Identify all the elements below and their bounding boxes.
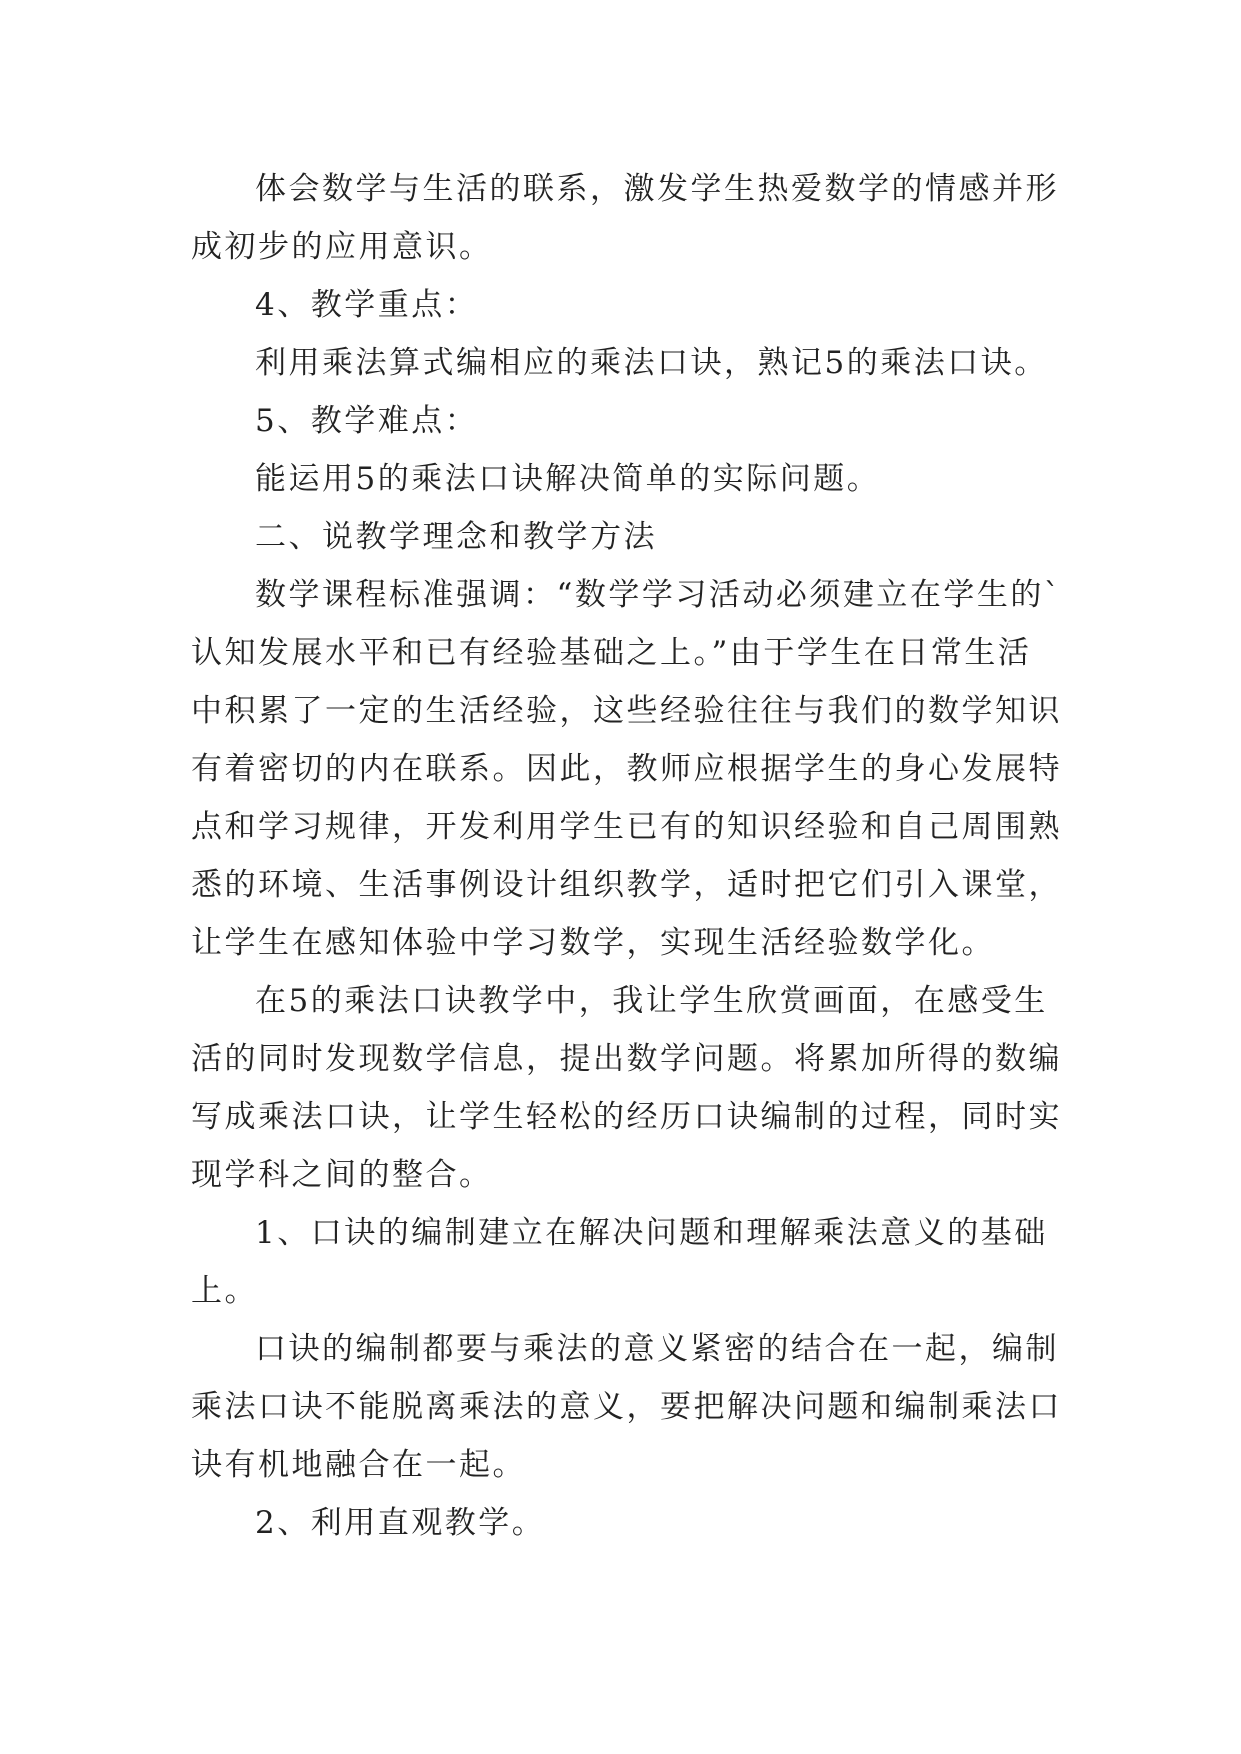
section-heading: 5、教学难点： (255, 403, 479, 439)
section-heading: 4、教学重点： (255, 287, 479, 323)
text-line: 数学课程标准强调：“数学学习活动必须建立在学生的` (255, 577, 1062, 613)
text-line: 能运用5的乘法口诀解决简单的实际问题。 (255, 461, 881, 497)
text-line: 悉的环境、生活事例设计组织教学，适时把它们引入课堂， (191, 867, 1062, 903)
text-line: 有着密切的内在联系。因此，教师应根据学生的身心发展特 (191, 751, 1062, 787)
text-line: 口诀的编制都要与乘法的意义紧密的结合在一起，编制 (255, 1331, 1059, 1367)
section-heading: 1、口诀的编制建立在解决问题和理解乘法意义的基础 (255, 1215, 1048, 1251)
text-line: 利用乘法算式编相应的乘法口诀，熟记5的乘法口诀。 (255, 345, 1048, 381)
text-line: 体会数学与生活的联系，激发学生热爱数学的情感并形 (255, 171, 1059, 207)
section-heading: 二、说教学理念和教学方法 (255, 519, 657, 555)
text-line: 诀有机地融合在一起。 (191, 1447, 526, 1483)
text-line: 活的同时发现数学信息，提出数学问题。将累加所得的数编 (191, 1041, 1062, 1077)
section-heading: 2、利用直观教学。 (255, 1505, 546, 1541)
text-line: 在5的乘法口诀教学中，我让学生欣赏画面，在感受生 (255, 983, 1048, 1019)
text-line: 乘法口诀不能脱离乘法的意义，要把解决问题和编制乘法口 (191, 1389, 1062, 1425)
text-line: 现学科之间的整合。 (191, 1157, 493, 1193)
text-line: 认知发展水平和已有经验基础之上。”由于学生在日常生活 (191, 635, 1032, 671)
text-line: 成初步的应用意识。 (191, 229, 493, 265)
text-line: 中积累了一定的生活经验，这些经验往往与我们的数学知识 (191, 693, 1062, 729)
text-line: 让学生在感知体验中学习数学，实现生活经验数学化。 (191, 925, 995, 961)
document-body (191, 160, 1062, 1552)
text-line: 上。 (191, 1273, 258, 1309)
text-line: 点和学习规律，开发利用学生已有的知识经验和自己周围熟 (191, 809, 1062, 845)
text-line: 写成乘法口诀，让学生轻松的经历口诀编制的过程，同时实 (191, 1099, 1062, 1135)
